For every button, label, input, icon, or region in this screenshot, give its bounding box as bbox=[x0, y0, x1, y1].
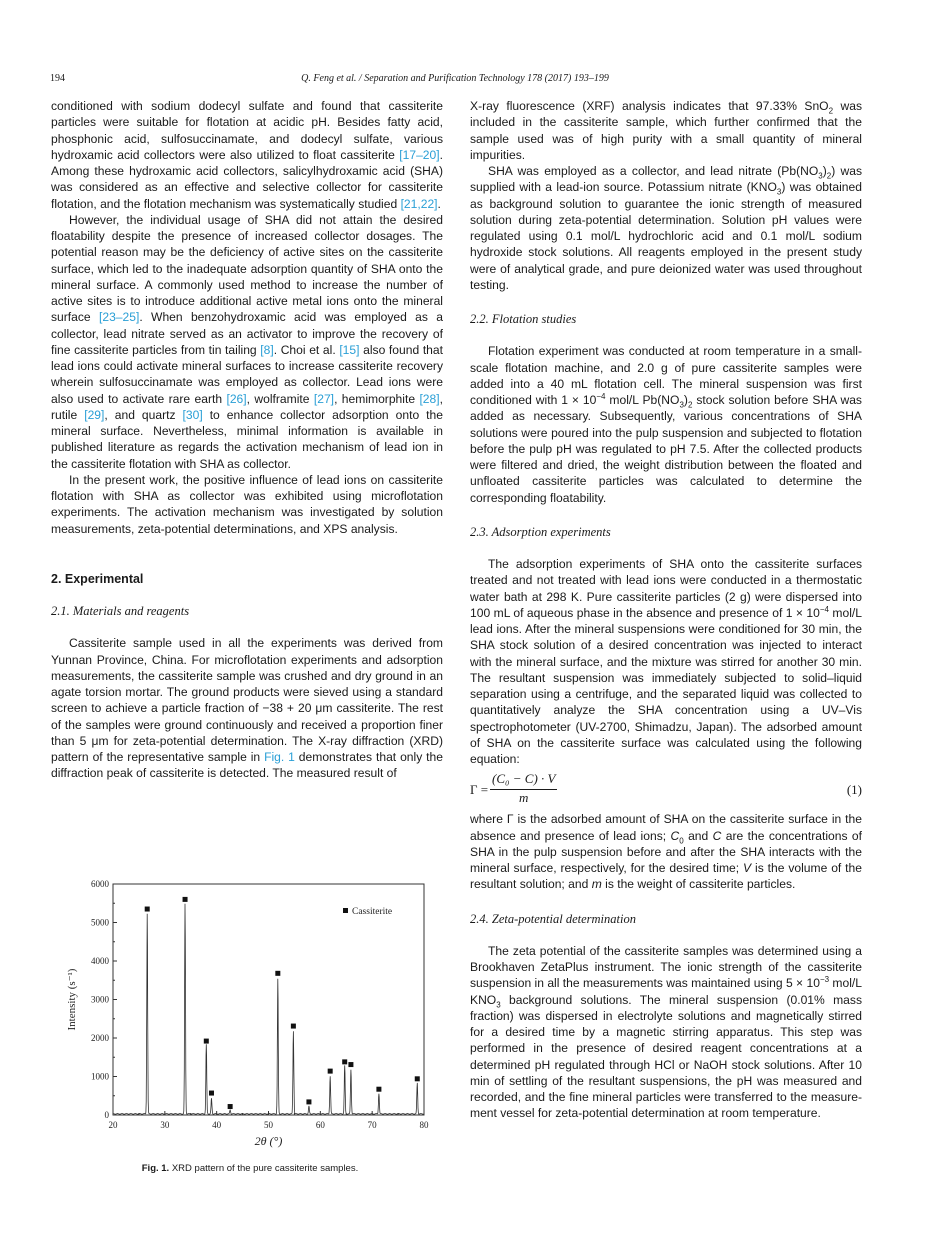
text: ) was obtained as background solution to guarantee the ionic strength of measured solution during zeta-potential determination. Solution pH values were regulated using 0.1 mol/L hydrochloric acid and 0.1 mol/L sodium hydroxide stock solutions. All reagents employed in the present study were of analytical grade, and pure deionized water was used throughout testing. bbox=[470, 180, 862, 292]
citation-link[interactable]: [28] bbox=[419, 391, 440, 406]
caption-text: XRD pattern of the pure cassiterite samples. bbox=[169, 1163, 359, 1174]
y-tick-label: 3000 bbox=[91, 994, 109, 1005]
citation-link[interactable]: [23–25] bbox=[98, 310, 140, 325]
cassiterite-marker-icon bbox=[376, 1087, 381, 1092]
paragraph bbox=[470, 343, 862, 506]
cassiterite-marker-icon bbox=[415, 1076, 420, 1081]
x-tick-label: 70 bbox=[367, 1120, 377, 1130]
citation-link[interactable]: [29] bbox=[84, 407, 105, 422]
chart-legend bbox=[343, 907, 392, 917]
citation-link[interactable]: [30] bbox=[182, 407, 203, 422]
citation-link[interactable]: [26] bbox=[226, 391, 247, 406]
legend-label: Cassiterite bbox=[352, 907, 393, 917]
text: . bbox=[437, 196, 441, 211]
equation-denominator: m bbox=[519, 789, 529, 805]
legend-square-icon bbox=[343, 908, 348, 913]
text: is the weight of cassiterite particles. bbox=[601, 877, 796, 892]
text: was included in the cassiterite sample, which further confirmed that the sample used was of high purity with a small quantity of mineral impurities. bbox=[470, 99, 862, 162]
text: are the concentrations of SHA in the pulp suspension before and after the SHA interacts with the mineral surface, respectively, for the desired time; bbox=[470, 828, 862, 875]
text: , hemimorphite bbox=[334, 391, 420, 406]
text: , rutile bbox=[51, 391, 443, 422]
subscript: 3 bbox=[496, 999, 501, 1009]
citation-link[interactable]: [17–20] bbox=[399, 147, 440, 162]
x-tick-label: 30 bbox=[160, 1120, 170, 1130]
y-tick-label: 4000 bbox=[91, 956, 109, 966]
text: stock solution before SHA was added as necessary. Subsequently, various concentrations of SHA solutions were poured into the pulp suspension and subjected to flotation before the pulp pH was regulated to pH 7.5. After the collected products were filtered and dried, the weight distribution between the floated and unfloated cassiterite particles was calculated to determine the corresponding floatability. bbox=[470, 393, 862, 505]
x-tick-label: 50 bbox=[264, 1120, 273, 1130]
subscript: 2 bbox=[828, 106, 834, 116]
equation-numerator: (C₀ − C) · V bbox=[490, 771, 557, 789]
subscript: 0 bbox=[679, 835, 684, 845]
citation-link[interactable]: [21,22] bbox=[400, 196, 438, 211]
subsection-heading: 2.4. Zeta-potential determination bbox=[470, 911, 636, 926]
text: . Choi et al. bbox=[273, 342, 340, 357]
running-header bbox=[50, 73, 860, 87]
paragraph bbox=[470, 943, 862, 1122]
equation-1 bbox=[470, 773, 862, 807]
paragraph bbox=[51, 635, 443, 781]
text: The adsorption experiments of SHA onto the cassiterite surfaces treated and not treated with lead ions were conducted in a thermostatic water bath at 298 K. Pure cassiterite particles (2 g) were dispersed into 100 mL of aqueous phase in the absence and presence of 1 × 10 bbox=[470, 557, 862, 620]
cassiterite-marker-icon bbox=[306, 1099, 311, 1104]
citation-link[interactable]: [8] bbox=[260, 342, 274, 357]
math-var: C bbox=[670, 828, 680, 843]
figure-1 bbox=[60, 876, 440, 1176]
text: . Among these hydroxamic acid collectors, salicylhydroxamic acid (SHA) was considered as an effective and selective collector for cassiterite flotation, and the flotation mechanism was systematically studied bbox=[51, 147, 443, 211]
x-tick-label: 60 bbox=[315, 1120, 325, 1130]
x-axis-label: 2θ (°) bbox=[254, 1134, 283, 1148]
subsection-heading: 2.1. Materials and reagents bbox=[51, 604, 190, 618]
text: mol/L KNO bbox=[470, 976, 862, 1007]
xrd-trace bbox=[113, 904, 424, 1114]
subscript: 3 bbox=[818, 171, 823, 181]
subscript: 3 bbox=[776, 187, 782, 197]
text: mol/L Pb(NO bbox=[605, 393, 680, 407]
cassiterite-marker-icon bbox=[209, 1091, 214, 1096]
cassiterite-marker-icon bbox=[145, 907, 150, 912]
caption-label: Fig. 1. bbox=[141, 1163, 170, 1174]
text: X-ray fluorescence (XRF) analysis indicates that 97.33% SnO bbox=[470, 99, 829, 113]
math-var: C bbox=[712, 828, 722, 843]
text: where Γ is the adsorbed amount of SHA on the cassiterite surface in the absence and presence of lead ions; bbox=[470, 812, 862, 843]
superscript: −4 bbox=[596, 391, 606, 401]
x-tick-label: 40 bbox=[212, 1120, 222, 1130]
journal-citation: Q. Feng et al. / Separation and Purification Technology 178 (2017) 193–199 bbox=[301, 73, 609, 84]
cassiterite-marker-icon bbox=[183, 897, 188, 902]
citation-link[interactable]: [27] bbox=[313, 391, 335, 406]
superscript: −4 bbox=[819, 604, 829, 614]
text: , and quartz bbox=[104, 407, 183, 422]
cassiterite-marker-icon bbox=[342, 1059, 347, 1064]
y-tick-label: 6000 bbox=[91, 879, 109, 889]
cassiterite-marker-icon bbox=[348, 1062, 353, 1067]
chart-axes bbox=[66, 879, 429, 1148]
text: is the volume of the resultant solution; and bbox=[470, 861, 862, 892]
paragraph: In the present work, the positive influence of lead ions on cassiterite flotation with SHA as collector was exhibited using microflotation experiments. The activation mechanism was investigated by solution measurements, zeta-potential determinations, and XPS analysis. bbox=[51, 472, 443, 536]
text: ) was supplied with a lead-ion source. Potassium nitrate (KNO bbox=[470, 164, 862, 195]
paragraph bbox=[51, 212, 443, 472]
text: ) bbox=[822, 164, 827, 178]
y-tick-label: 0 bbox=[104, 1110, 109, 1120]
text: and bbox=[683, 828, 713, 843]
section-heading: 2. Experimental bbox=[51, 571, 144, 586]
superscript: −3 bbox=[819, 975, 830, 985]
paragraph bbox=[470, 163, 862, 293]
cassiterite-marker-icon bbox=[328, 1069, 333, 1074]
right-column bbox=[470, 98, 862, 1122]
y-tick-label: 1000 bbox=[91, 1071, 109, 1082]
paragraph bbox=[470, 98, 862, 163]
citation-link[interactable]: [15] bbox=[339, 342, 360, 357]
left-column bbox=[51, 98, 443, 782]
subscript: 2 bbox=[687, 400, 693, 410]
math-var: V bbox=[743, 861, 752, 875]
chart-series bbox=[113, 904, 424, 1114]
text: demonstrates that only the diffraction peak of cassiterite is detected. The measured result of bbox=[51, 750, 443, 781]
page-number: 194 bbox=[50, 73, 65, 84]
paragraph bbox=[470, 811, 862, 892]
text: mol/L lead ions. After the mineral suspensions were conditioned for 30 min, the SHA stock solution of a desired concentration was injected to interact with the mineral surface, and the mixture was stirred for another 30 min. The resultant suspension was immediately subjected to solid–liquid separation using a centrifuge, and the separated liquid was collected to quantitatively analyze the SHA concentration using a UV–Vis spectrophotometer (UV-2700, Shimadzu, Japan). The adsorbed amount of SHA on the cassiterite surface was calculated using the following equation: bbox=[470, 605, 862, 766]
equation-fraction bbox=[490, 771, 557, 806]
cassiterite-marker-icon bbox=[275, 971, 280, 976]
text: . When benzohydroxamic acid was employed as a collector, lead nitrate served as an activator to improve the recovery of fine cassiterite particles from tin tailing bbox=[51, 310, 443, 357]
cassiterite-marker-icon bbox=[291, 1024, 296, 1029]
figure-caption bbox=[60, 1163, 440, 1174]
text: conditioned with sodium dodecyl sulfate and found that cassiterite particles were suitable for flotation at acidic pH. Besides fatty acid, phosphonic acid, sulfosuccinamate, and dodecyl sulfate, various hydroxamic acid collectors were also utilized to float cassiterite bbox=[51, 99, 443, 162]
cassiterite-marker-icon bbox=[228, 1104, 233, 1109]
subscript: 3 bbox=[679, 400, 684, 410]
paragraph bbox=[470, 556, 862, 767]
text: ) bbox=[683, 393, 688, 407]
figure-link[interactable]: Fig. 1 bbox=[264, 750, 295, 764]
subsection-heading: 2.2. Flotation studies bbox=[470, 312, 577, 326]
subscript: 2 bbox=[826, 171, 832, 181]
subsection-heading: 2.3. Adsorption experiments bbox=[470, 524, 611, 539]
text: The zeta potential of the cassiterite samples was determined using a Brookhaven ZetaPlus instrument. The ionic strength of the cassiterite suspension in all the measurements was maintained using 5 × 10 bbox=[470, 943, 862, 991]
text: However, the individual usage of SHA did not attain the desired floatability despite the presence of increased collector dosages. The potential reason may be the deficiency of active sites on the cassiterite surface, which led to the inadequate adsorption quantity of SHA onto the mineral surface. A commonly used method to increase the number of active sites is to introduce additional active metal ions onto the mineral surface bbox=[51, 212, 443, 325]
paragraph bbox=[51, 98, 443, 212]
xrd-chart bbox=[60, 876, 440, 1161]
y-axis-label: Intensity (s⁻¹) bbox=[66, 968, 78, 1031]
text: to enhance collector adsorption onto the mineral surface. Nevertheless, minimal information is available in published literature as regards the activation mechanism of lead ion in the cassiterite flotation with SHA as collector. bbox=[51, 407, 443, 471]
text: Flotation experiment was conducted at room temperature in a small-scale flotation machine, and 2.0 g of pure cassiterite samples were added into a 40 mL flotation cell. The mineral suspension was first conditioned with 1 × 10 bbox=[470, 344, 862, 407]
text: background solutions. The mineral suspension (0.01% mass fraction) was dispersed in electrolyte solutions and magnetically stirred for a desired time by a magnetic stirring apparatus. This step was performed in the presence of desired reagent concentrations at a determined pH regulated through HCl or NaOH stock solutions. After 10 min of settling of the resultant suspensions, the pH was measured and recorded, and the fine mineral particles were transferred to the measurement vessel for zeta-potential determination at room temperature. bbox=[470, 992, 862, 1121]
equation-lhs: Γ = bbox=[470, 782, 489, 798]
y-tick-label: 2000 bbox=[91, 1033, 109, 1043]
math-var: m bbox=[591, 877, 602, 892]
equation-number: (1) bbox=[846, 782, 862, 798]
x-tick-label: 20 bbox=[108, 1120, 118, 1130]
text: also found that lead ions could activate mineral surfaces to increase cassiterite recovery wherein sulfosuccinamate was employed as collector. Lead ions were also used to activate rare earth bbox=[51, 342, 443, 406]
plot-frame bbox=[113, 884, 424, 1115]
y-tick-label: 5000 bbox=[91, 917, 109, 928]
text: , wolframite bbox=[246, 391, 314, 406]
x-tick-label: 80 bbox=[419, 1120, 429, 1130]
cassiterite-marker-icon bbox=[204, 1039, 209, 1044]
text: Cassiterite sample used in all the experiments was derived from Yunnan Province, China. For microflotation experiments and adsorption measurements, the cassiterite sample was crushed and dry ground in an agate torsion mortar. The ground products were sieved using a standard screen to achieve a particle fraction of −38 + 20 μm cassiterite. The rest of the samples were ground continuously and received a proportion finer than 5 μm for zeta-potential determination. The X-ray diffraction (XRD) pattern of the representative sample in bbox=[51, 636, 443, 764]
text: SHA was employed as a collector, and lead nitrate (Pb(NO bbox=[488, 164, 819, 178]
